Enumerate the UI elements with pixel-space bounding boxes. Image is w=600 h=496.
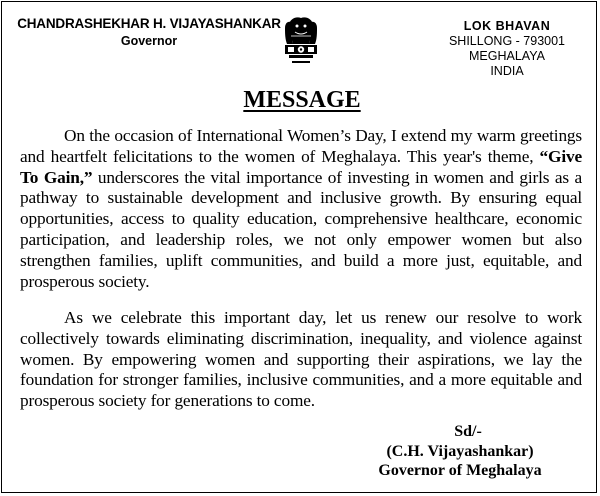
state-emblem-icon bbox=[279, 14, 323, 80]
sender-name: CHANDRASHEKHAR H. VIJAYASHANKAR bbox=[17, 16, 281, 31]
sender-role: Governor bbox=[120, 34, 178, 48]
paragraph-2-text: As we celebrate this important day, let us renew our resolve to work collectively towards eliminating discrimination, inequality, and violence against women. By empowering women and supporting their aspirations, we lay the foundation for stronger families, inclusive communities, and a more equitable and prosperous society for generations to come. bbox=[20, 308, 582, 411]
message-paragraph-2 bbox=[20, 308, 582, 412]
address-state: MEGHALAYA bbox=[469, 49, 545, 63]
signatory-designation: Governor of Meghalaya bbox=[378, 462, 542, 479]
theme-name: “Give To Gain,” bbox=[20, 146, 582, 187]
paragraph-1-intro: On the occasion of International Women’s Day, I extend my warm greetings and heartfelt felicitations to the women of Meghalaya. This year's theme, bbox=[20, 126, 582, 166]
office-name: LOK BHAVAN bbox=[463, 19, 551, 33]
message-title bbox=[2, 86, 600, 114]
address-block bbox=[422, 19, 592, 79]
signature-sd: Sd/- bbox=[454, 423, 482, 440]
signatory-name: (C.H. Vijayashankar) bbox=[386, 442, 534, 460]
paragraph-1-rest: underscores the vital importance of investing in women and girls as a pathway to sustainable development and inclusive growth. By ensuring equal opportunities, access to quality education, comprehensive healthcare, economic participation, and leadership roles, we not only empower women but also strengthen families, uplift communities, and build a more just, equitable, and prosperous society. bbox=[20, 167, 582, 291]
signature-block bbox=[360, 422, 560, 481]
sender-block bbox=[14, 16, 284, 48]
message-title-text: MESSAGE bbox=[243, 87, 361, 113]
address-city: SHILLONG - 793001 bbox=[448, 34, 566, 48]
address-country: INDIA bbox=[490, 64, 524, 78]
message-frame bbox=[1, 1, 597, 493]
message-paragraph-1 bbox=[20, 126, 582, 292]
